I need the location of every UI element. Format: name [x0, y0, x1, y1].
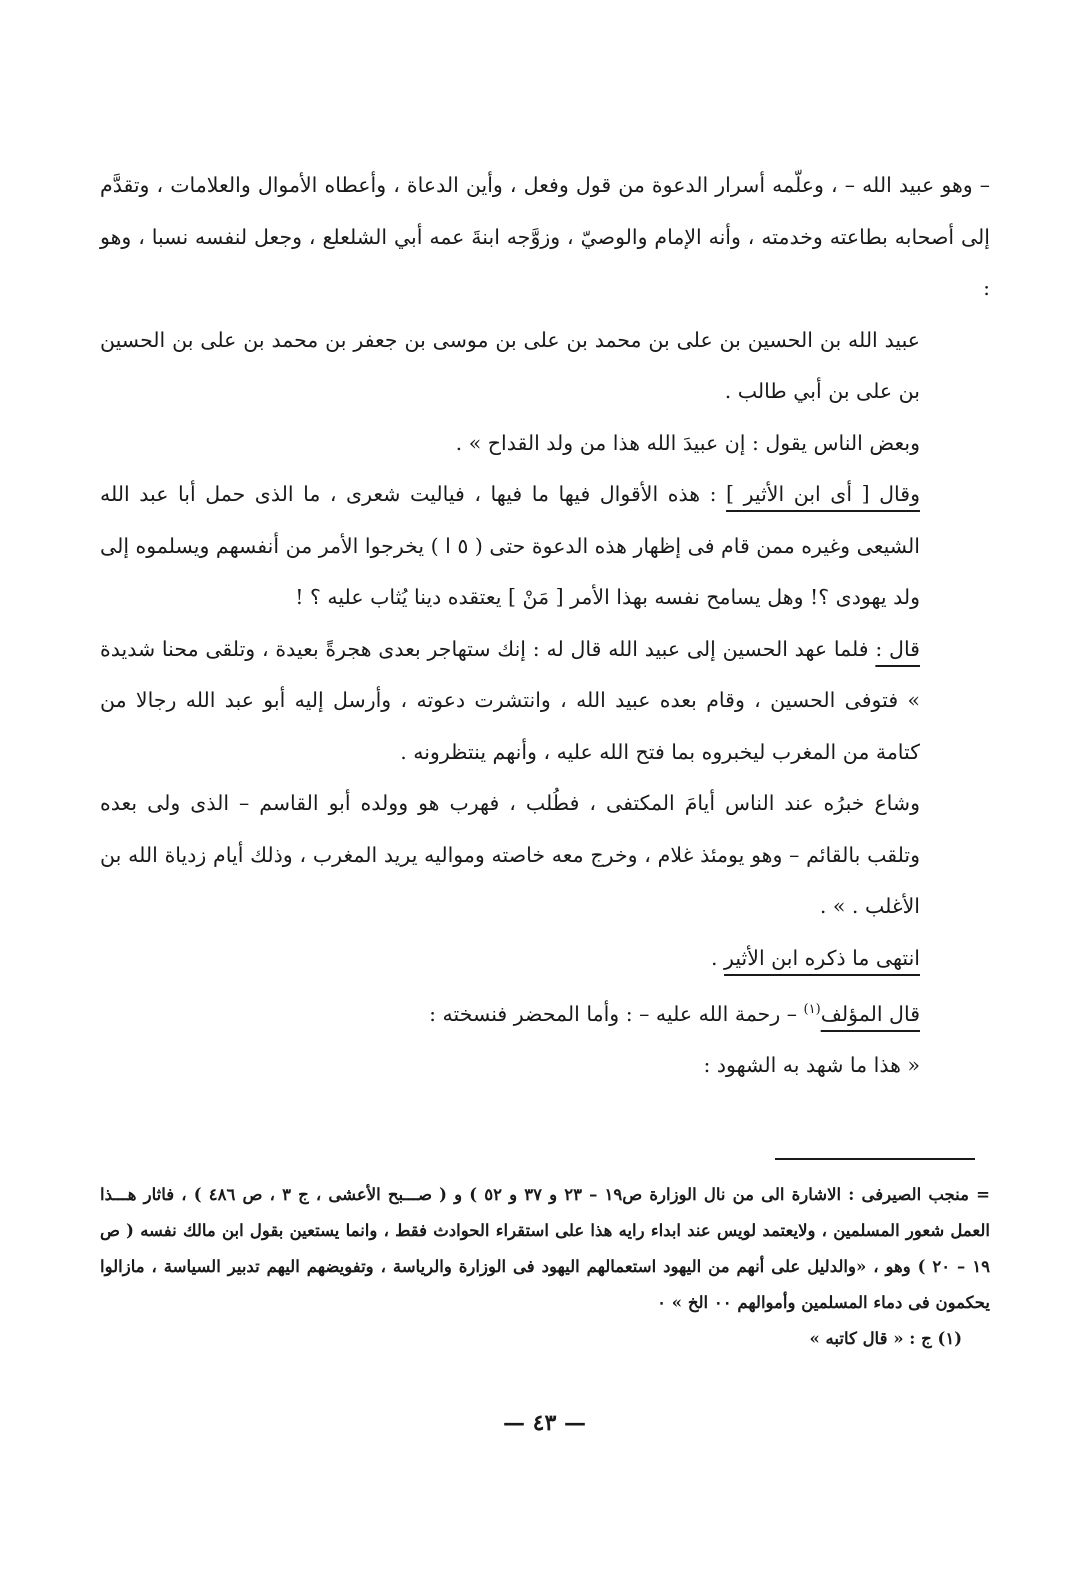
- paragraph-9: [100, 1040, 990, 1092]
- page-number: — ٤٣ —: [503, 1410, 586, 1436]
- footnote-1-text: (١) ج : « قال كاتبه »: [809, 1329, 962, 1348]
- paragraph-5: [100, 624, 990, 779]
- paragraph-3: [100, 418, 990, 470]
- paragraph-9-text: « هذا ما شهد به الشهود :: [703, 1053, 920, 1078]
- paragraph-5-text: فلما عهد الحسين إلى عبيد الله قال له : إنك ستهاجر بعدى هجرةً بعيدة ، وتلقى محنا شديدة » فتوفى الحسين ، وقام بعده عبيد الله ، وانتشرت دعوته ، وأرسل إليه أبو عبد الله رجالا من كتامة من المغرب ليخبروه بما فتح الله عليه ، وأنهم ينتظرونه .: [100, 636, 920, 764]
- paragraph-2: [100, 315, 990, 418]
- footnote-continuation-text: = منجب الصيرفى : الاشارة الى من نال الوزارة ص١٩ – ٢٣ و ٣٧ و ٥٢ ) و ( صـــبح الأعشى ، ج ٣ ، ص ٤٨٦ ) ، فاثار هـــذا العمل شعور المسلمين ، ولايعتمد لويس عند ابداء رايه هذا على استقراء الحوادث فقط ، وانما يستعين بقول ابن مالك نفسه ( ص ١٩ – ٢٠ ) وهو ، «والدليل على أنهم من اليهود استعمالهم اليهود فى الوزارة والرياسة ، وتفويضهم اليهم تدبير السياسة ، مازالوا يحكمون فى دماء المسلمين وأموالهم ٠٠ الخ » ٠: [100, 1185, 990, 1312]
- paragraph-7: [100, 933, 990, 985]
- paragraph-8: [100, 984, 990, 1040]
- paragraph-8-text: – رحمة الله عليه – : وأما المحضر فنسخته :: [429, 1001, 804, 1026]
- footnote-divider: [775, 1158, 975, 1160]
- paragraph-3-text: وبعض الناس يقول : إن عبيدَ الله هذا من ولد القداح » .: [455, 430, 920, 455]
- footnote-1: [100, 1321, 990, 1357]
- paragraph-2-text: عبيد الله بن الحسين بن على بن محمد بن على بن موسى بن جعفر بن محمد بن على بن الحسين بن على بن أبي طالب .: [100, 327, 920, 403]
- paragraph-1-text: – وهو عبيد الله – ، وعلّمه أسرار الدعوة من قول وفعل ، وأين الدعاة ، وأعطاه الأموال والعلامات ، وتقدَّم إلى أصحابه بطاعته وخدمته ، وأنه الإمام والوصيّ ، وزوَّجه ابنةَ عمه أبي الشلعلع ، وجعل لنفسه نسبا ، وهو :: [100, 173, 990, 300]
- paragraph-4-underlined: وقال [ أى ابن الأثير ]: [726, 482, 920, 506]
- paragraph-7-underlined: انتهى ما ذكره ابن الأثير: [724, 945, 920, 970]
- paragraph-8-underlined: قال المؤلف: [820, 1001, 920, 1026]
- footnote-continuation: [100, 1177, 990, 1321]
- paragraph-6: [100, 778, 990, 933]
- paragraph-4-text: : هذه الأقوال فيها ما فيها ، فياليت شعرى ، ما الذى حمل أبا عبد الله الشيعى وغيره ممن قام فى إظهار هذه الدعوة حتى ( ٥ ا ) يخرجوا الأمر من أنفسهم ويسلموه إلى ولد يهودى ؟! وهل يسامح نفسه بهذا الأمر [ مَنْ ] يعتقده دينا يُثاب عليه ؟ !: [100, 482, 920, 609]
- paragraph-5-underlined: قال :: [875, 636, 920, 661]
- paragraph-4: [100, 469, 990, 624]
- footnote-ref-1: (١): [803, 1002, 821, 1017]
- paragraph-7-text: .: [711, 945, 725, 970]
- paragraph-1: [100, 160, 990, 315]
- main-text: [100, 160, 990, 1092]
- footnotes: [100, 1177, 990, 1357]
- paragraph-6-text: وشاع خبرُه عند الناس أيامَ المكتفى ، فطُلب ، فهرب هو وولده أبو القاسم – الذى ولى بعده وتلقب بالقائم – وهو يومئذ غلام ، وخرج معه خاصته ومواليه يريد المغرب ، وذلك أيام زدياة الله بن الأغلب . » .: [100, 791, 920, 918]
